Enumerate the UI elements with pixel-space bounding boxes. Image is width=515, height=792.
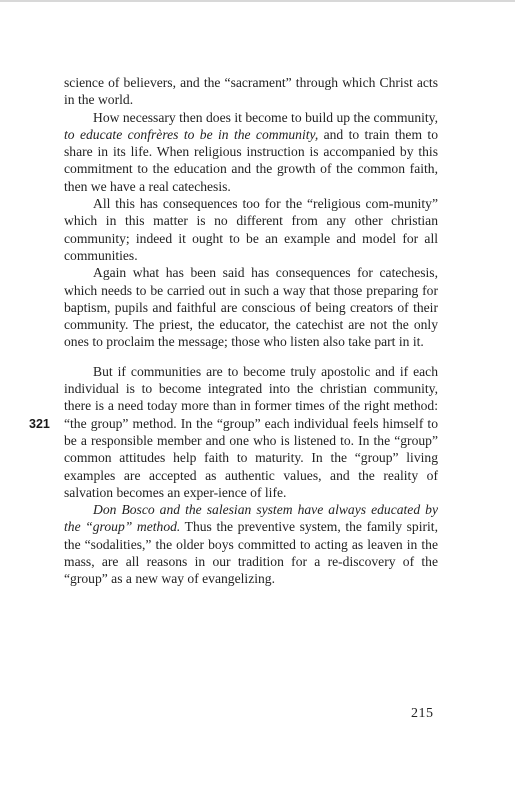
text-run: Again what has been said has consequences for catechesis, which needs to be carried out in such a way that those preparing for baptism, pupils and faithful are conscious of being creators of their community. The priest, the educator, the catechist are not the only ones to proclaim the message; those who listen also take part in it.: [64, 265, 438, 350]
text-run: and to train them to share in its life. When religious instruction is accompanied by this commitment to the education and the growth of the common faith, then we have a real catechesis.: [64, 126, 438, 194]
text-run: All this has consequences too for the “religious com-munity” which in this matter is no different from any other christian community; indeed it ought to be an example and model for all communities.: [64, 196, 438, 263]
italic-run: Don Bosco and the salesian system have always educated by the “group” method.: [64, 502, 438, 535]
text-run: But if communities are to become truly apostolic and if each individual is to become integrated into the christian community, there is a need today more than in former times of the right method: “the group” method. In the “group” each individual feels himself to be a responsible member and one who is listened to. In the “group” common attitudes help faith to maturity. In the “group” living examples are accepted as authentic values, and the reality of salvation becomes an exper-ience of life.: [64, 363, 438, 500]
text-run: science of believers, and the “sacrament” through which Christ acts in the world.: [64, 75, 438, 108]
top-edge-rule: [0, 0, 515, 2]
paragraph-2: [64, 109, 438, 195]
paragraph-1: [64, 74, 438, 109]
margin-section-number: 321: [29, 417, 50, 431]
paragraph-4: [64, 264, 438, 350]
body-text: [64, 74, 438, 588]
italic-run: to educate confrères to be in the community,: [64, 126, 319, 142]
page-number: 215: [411, 706, 434, 721]
text-run: How necessary then does it become to build up the community,: [93, 109, 438, 125]
text-run: Thus the preventive system, the family spirit, the “sodalities,” the older boys committed to acting as leaven in the mass, are all reasons in our tradition for a re-discovery of the “group” as a new way of evangelizing.: [64, 519, 438, 587]
paragraph-5: [64, 363, 438, 501]
paragraph-6: [64, 501, 438, 587]
paragraph-3: [64, 195, 438, 264]
